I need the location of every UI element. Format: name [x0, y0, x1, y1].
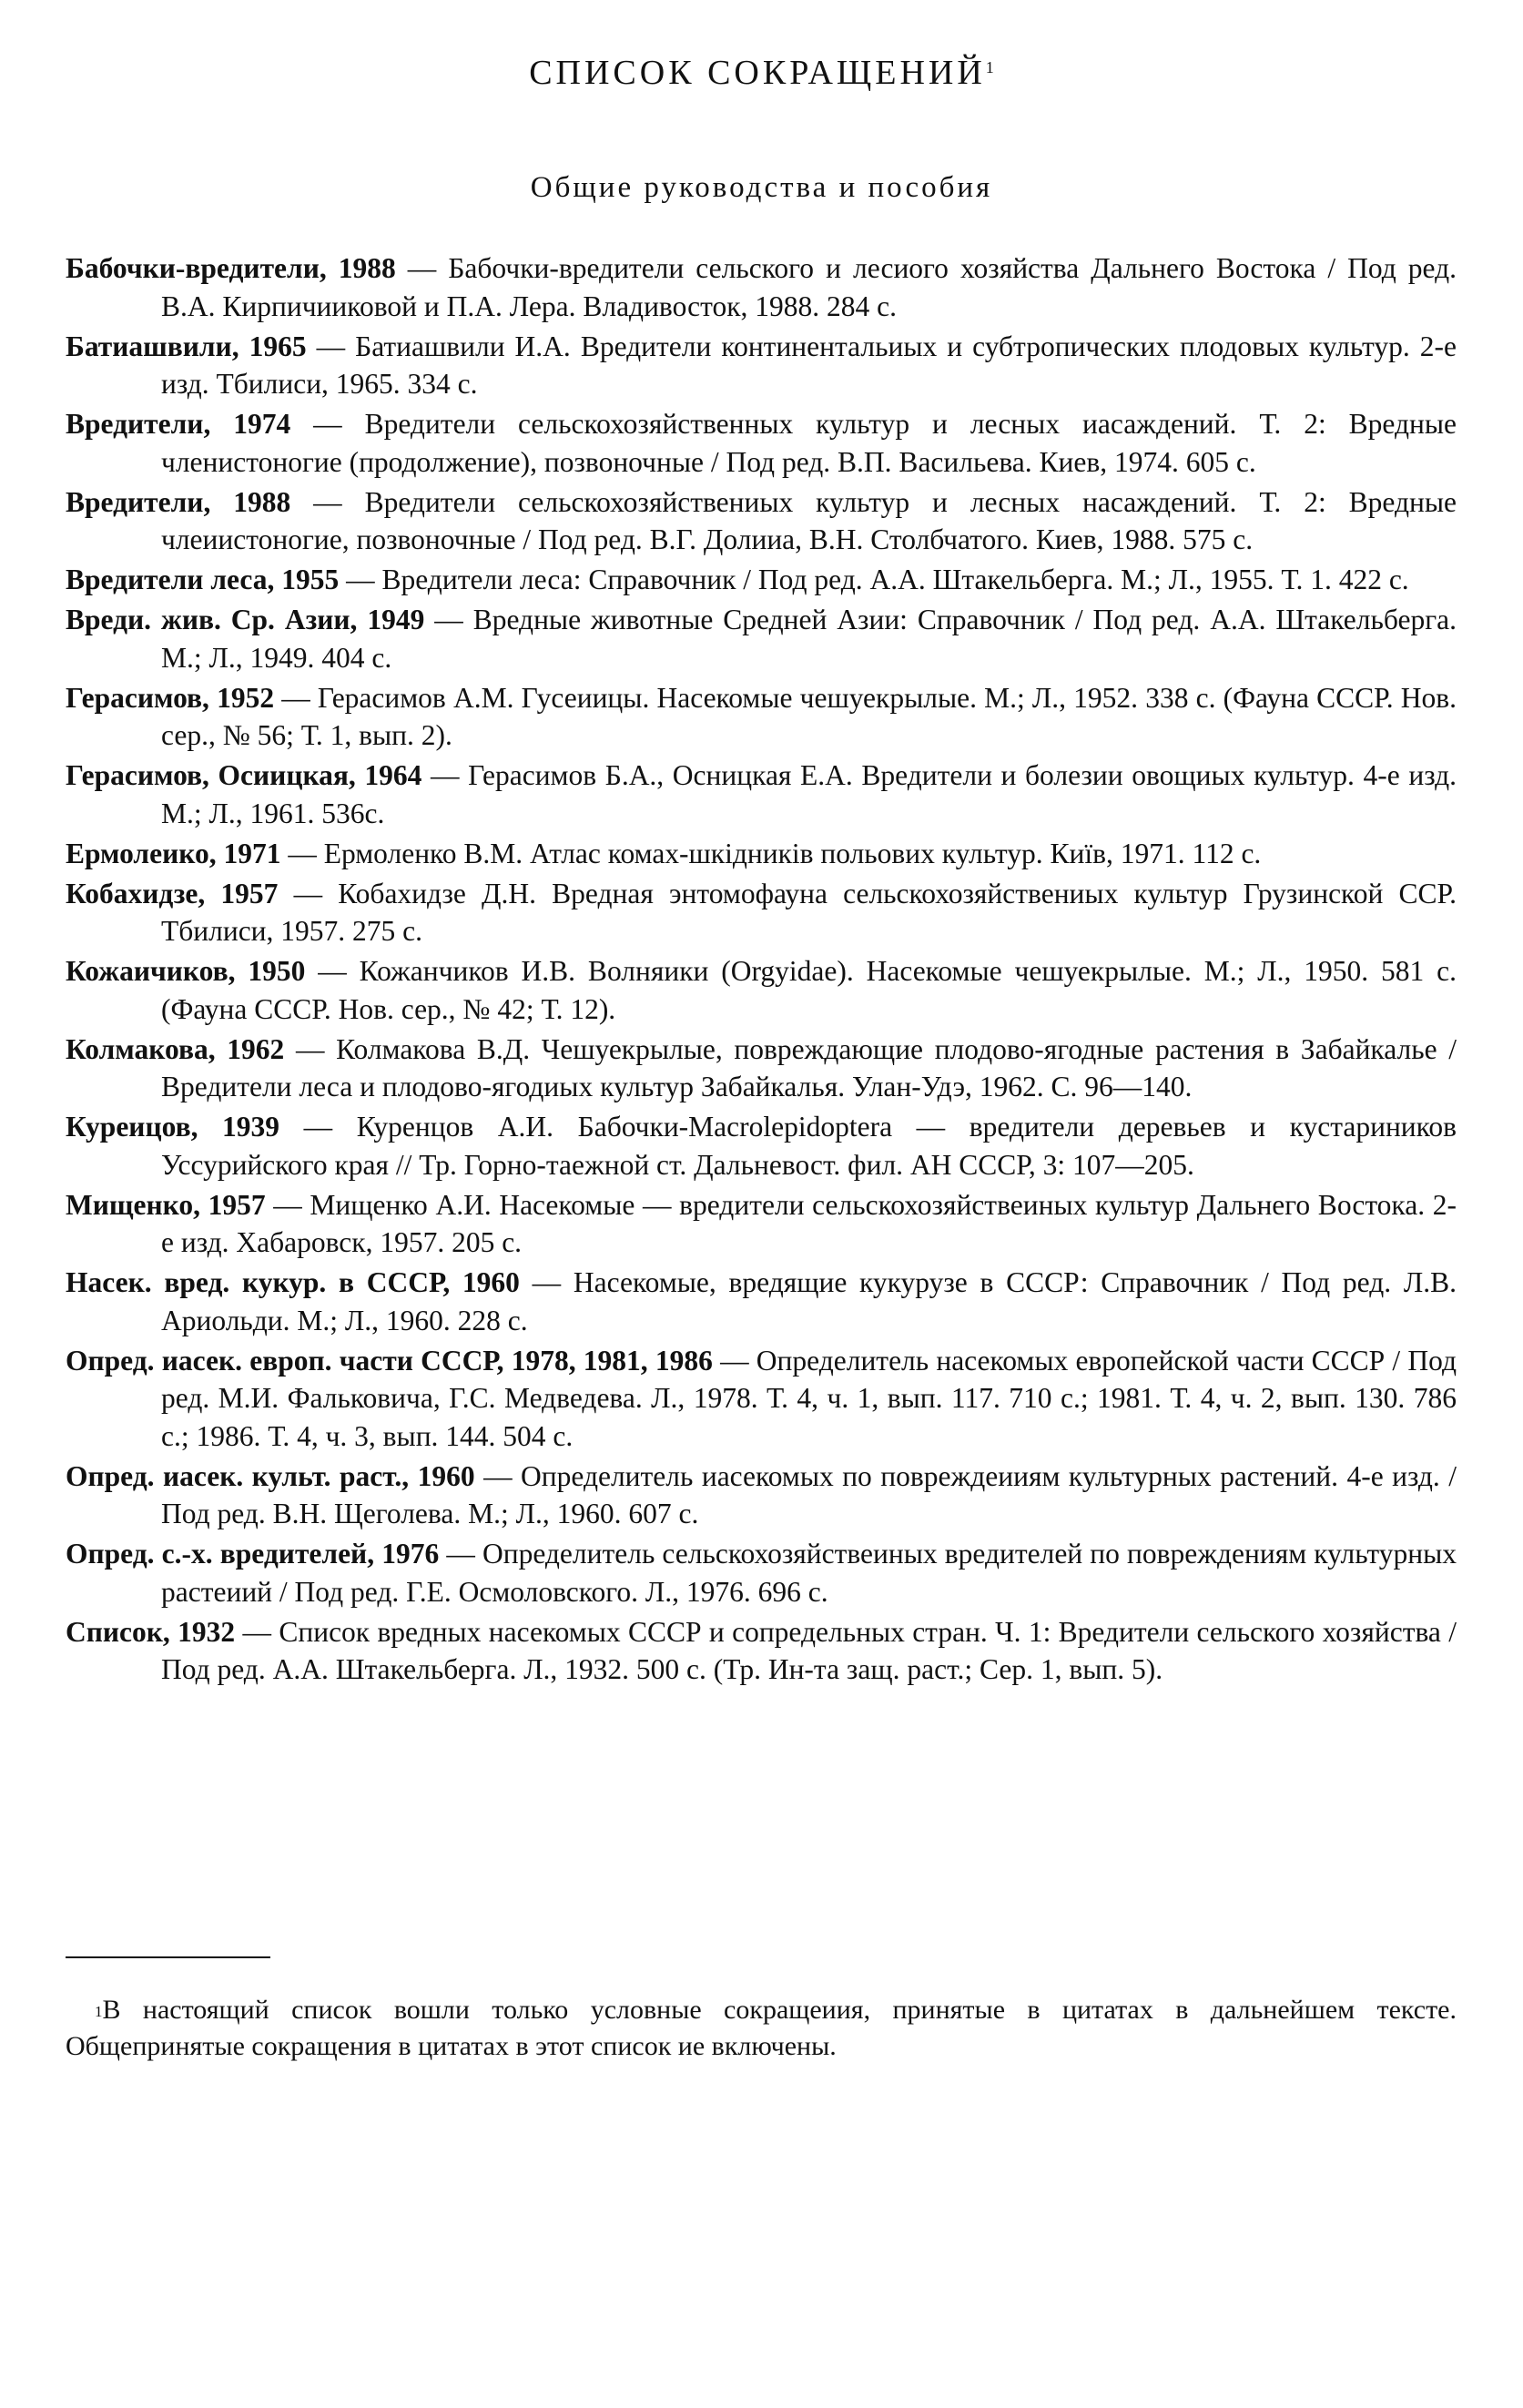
- entry-abbreviation: Вредители, 1988: [66, 485, 291, 518]
- entry-abbreviation: Герасимов, Осиицкая, 1964: [66, 759, 422, 791]
- entry-description: — Колмакова В.Д. Чешуекрылые, повреждающие плодово-ягодные растения в Забайкалье / Вредители леса и плодово-ягодиых культур Забайкалья. Улан-Удэ, 1962. С. 96—140.: [161, 1032, 1457, 1102]
- section-subtitle: Общие руководства и пособия: [530, 171, 993, 204]
- entry-description: — Определитель насекомых европейской части СССР / Под ред. М.И. Фальковича, Г.С. Медведева. Л., 1978. Т. 4, ч. 1, вып. 117. 710 с.; 1981. Т. 4, ч. 2, вып. 130. 786 с.; 1986. Т. 4, ч. 3, вып. 144. 504 с.: [161, 1344, 1457, 1452]
- abbreviation-entry: [66, 405, 1457, 481]
- abbreviation-entry: [66, 328, 1457, 403]
- footnote: [66, 1992, 1457, 2065]
- entry-abbreviation: Список, 1932: [66, 1615, 236, 1648]
- abbreviation-entry: [66, 249, 1457, 325]
- entry-abbreviation: Бабочки-вредители, 1988: [66, 252, 396, 284]
- abbreviation-entry: [66, 1342, 1457, 1456]
- entry-abbreviation: Колмакова, 1962: [66, 1032, 285, 1065]
- entry-description: — Батиашвили И.А. Вредители континентальиых и субтропических плодовых культур. 2-е изд. Тбилиси, 1965. 334 с.: [161, 330, 1457, 400]
- entry-abbreviation: Опред. иасек. европ. части СССР, 1978, 1981, 1986: [66, 1344, 713, 1377]
- abbreviation-entry: [66, 1031, 1457, 1106]
- footnote-text: В настоящий список вошли только условные сокращеиия, принятые в цитатах в дальнейшем тексте. Общепринятые сокращения в цитатах в этот список ие включены.: [66, 1995, 1457, 2061]
- entry-abbreviation: Батиашвили, 1965: [66, 330, 307, 362]
- page-title: [0, 53, 1523, 93]
- entry-description: — Мищенко А.И. Насекомые — вредители сельскохозяйствеиных культур Дальнего Востока. 2-е изд. Хабаровск, 1957. 205 с.: [161, 1188, 1457, 1258]
- entry-abbreviation: Вредители, 1974: [66, 408, 291, 440]
- entry-description: — Кожанчиков И.В. Волняики (Orgyidae). Насекомые чешуекрылые. М.; Л., 1950. 581 с. (Фауна СССР. Нов. сер., № 42; Т. 12).: [161, 955, 1457, 1025]
- abbreviation-entry: [66, 952, 1457, 1028]
- entry-abbreviation: Куреицов, 1939: [66, 1111, 280, 1143]
- abbreviation-entry: [66, 757, 1457, 832]
- entry-abbreviation: Опред. иасек. культ. раст., 1960: [66, 1459, 475, 1492]
- abbreviation-entry: [66, 835, 1457, 873]
- entry-description: — Определитель сельскохозяйствеиных вредителей по повреждениям культурных растеиий / Под ред. Г.Е. Осмоловского. Л., 1976. 696 с.: [161, 1538, 1457, 1608]
- entry-description: — Ермоленко В.М. Атлас комах-шкідників польових культур. Київ, 1971. 112 с.: [280, 837, 1262, 869]
- entry-description: — Вредители леса: Справочник / Под ред. А.А. Штакельберга. М.; Л., 1955. Т. 1. 422 с.: [339, 564, 1409, 595]
- entry-abbreviation: Ермолеико, 1971: [66, 837, 281, 869]
- entry-description: — Кобахидзе Д.Н. Вредная энтомофауна сельскохозяйствениых культур Грузинской ССР. Тбилиси, 1957. 275 с.: [161, 877, 1457, 947]
- abbreviation-entry: [66, 561, 1457, 599]
- abbreviation-entry: [66, 1458, 1457, 1533]
- footnote-mark: 1: [95, 2003, 103, 2020]
- entry-description: — Вредители сельскохозяйственных культур и лесных иасаждений. Т. 2: Вредные членистоногие (продолжение), позвоночные / Под ред. В.П. Васильева. Киев, 1974. 605 с.: [161, 408, 1457, 478]
- entry-abbreviation: Насек. вред. кукур. в СССР, 1960: [66, 1266, 520, 1298]
- entry-abbreviation: Мищенко, 1957: [66, 1188, 266, 1221]
- abbreviation-entry: [66, 1108, 1457, 1184]
- entry-abbreviation: Опред. с.-х. вредителей, 1976: [66, 1538, 440, 1570]
- entry-abbreviation: Кобахидзе, 1957: [66, 877, 279, 909]
- entry-abbreviation: Кожаичиков, 1950: [66, 955, 306, 987]
- entry-abbreviation: Вредители леса, 1955: [66, 564, 340, 595]
- page-title-text: СПИСОК СОКРАЩЕНИЙ: [529, 54, 986, 92]
- abbreviation-entry: [66, 601, 1457, 676]
- entry-description: — Вредители сельскохозяйствениых культур и лесных насаждений. Т. 2: Вредные члеиистоногие, позвоночные / Под ред. В.Г. Долииа, В.Н. Столбчатого. Киев, 1988. 575 с.: [161, 485, 1457, 555]
- abbreviation-entry: [66, 1535, 1457, 1610]
- abbreviation-entry: [66, 483, 1457, 559]
- abbreviation-entry: [66, 875, 1457, 950]
- entry-description: — Вредные животные Средней Азии: Справочник / Под ред. А.А. Штакельберга. М.; Л., 1949. 404 с.: [161, 604, 1457, 674]
- abbreviation-list: [66, 249, 1457, 1691]
- entry-description: — Определитель иасекомых по повреждеииям культурных растений. 4-е изд. / Под ред. В.Н. Щеголева. М.; Л., 1960. 607 с.: [161, 1459, 1457, 1529]
- abbreviation-entry: [66, 1264, 1457, 1339]
- entry-description: — Насекомые, вредящие кукурузе в СССР: Справочник / Под ред. Л.В. Ариольди. М.; Л., 1960. 228 с.: [161, 1266, 1457, 1336]
- abbreviation-entry: [66, 679, 1457, 755]
- entry-abbreviation: Вреди. жив. Ср. Азии, 1949: [66, 604, 425, 635]
- abbreviation-entry: [66, 1613, 1457, 1689]
- entry-description: — Герасимов Б.А., Осницкая Е.А. Вредители и болезии овощиых культур. 4-е изд. М.; Л., 1961. 536с.: [161, 759, 1457, 829]
- title-footnote-mark: 1: [985, 58, 994, 76]
- entry-description: — Куренцов А.И. Бабочки-Macrolepidoptera — вредители деревьев и кустариников Уссурийского края // Тр. Горно-таежной ст. Дальневост. фил. АН СССР, 3: 107—205.: [161, 1111, 1457, 1181]
- entry-description: — Герасимов А.М. Гусеиицы. Насекомые чешуекрылые. М.; Л., 1952. 338 с. (Фауна СССР. Нов. сер., № 56; Т. 1, вып. 2).: [161, 681, 1457, 751]
- footnote-divider: [66, 1956, 270, 1958]
- entry-description: — Список вредных насекомых СССР и сопредельных стран. Ч. 1: Вредители сельского хозяйства / Под ред. А.А. Штакельберга. Л., 1932. 500 с. (Тр. Ин-та защ. раст.; Сер. 1, вып. 5).: [161, 1615, 1457, 1685]
- entry-description: — Бабочки-вредители сельского и лесиого хозяйства Дальнего Востока / Под ред. В.А. Кирпичииковой и П.А. Лера. Владивосток, 1988. 284 с.: [161, 252, 1457, 322]
- entry-abbreviation: Герасимов, 1952: [66, 681, 275, 714]
- abbreviation-entry: [66, 1186, 1457, 1262]
